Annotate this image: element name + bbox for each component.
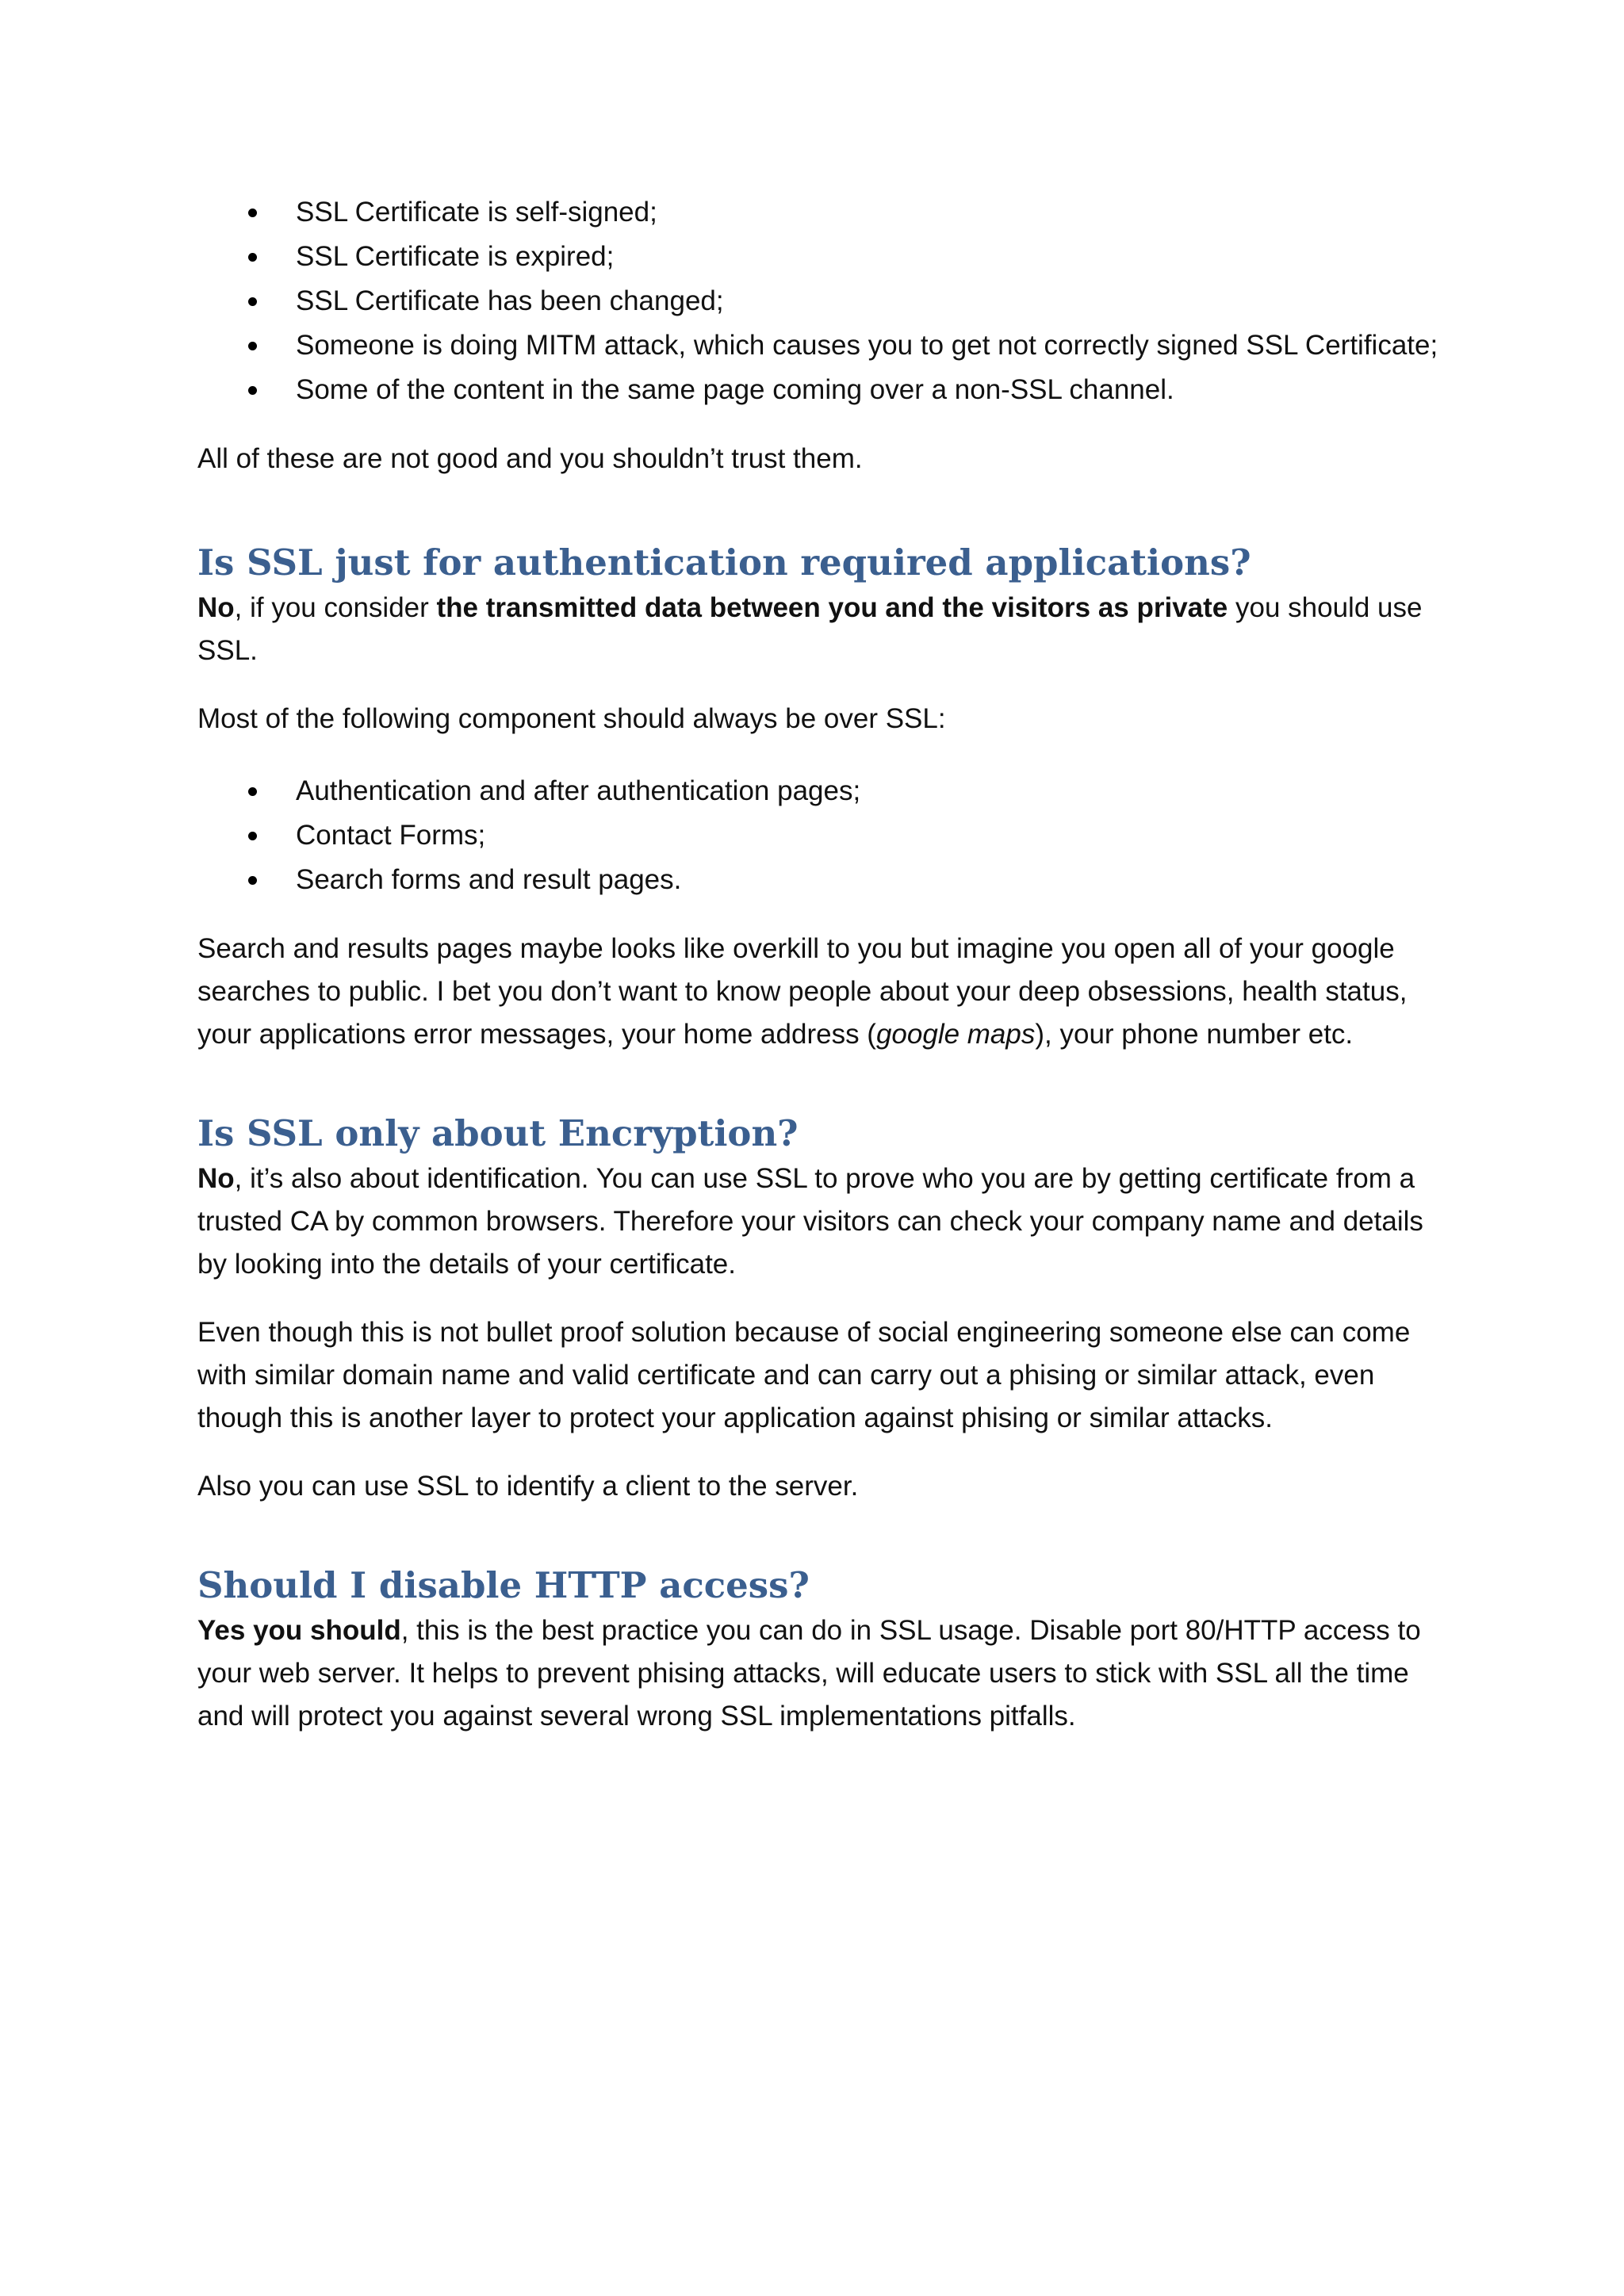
list-item: SSL Certificate is self-signed;	[197, 190, 1450, 235]
list-item: SSL Certificate is expired;	[197, 235, 1450, 279]
italic-phrase: google maps	[875, 1019, 1036, 1050]
list-item: Someone is doing MITM attack, which causes you to get not correctly signed SSL Certificate;	[197, 323, 1450, 368]
bullet-icon	[248, 297, 257, 306]
trust-paragraph: All of these are not good and you shouldn’t trust them.	[197, 443, 863, 474]
auth-paragraph: No, if you consider the transmitted data between you and the visitors as private you should use SSL.	[197, 592, 1423, 666]
bullet-icon	[248, 209, 257, 217]
ssl-warning-list	[197, 190, 1450, 412]
list-item: Some of the content in the same page coming over a non-SSL channel.	[197, 368, 1450, 412]
search-paragraph: Search and results pages maybe looks like overkill to you but imagine you open all of your google searches to public. I bet you don’t want to know people about your deep obsessions, health status, your applications error messages, your home address (google maps), your phone number etc.	[197, 933, 1408, 1050]
list-item: Contact Forms;	[197, 813, 1450, 858]
bold-answer: No	[197, 592, 235, 623]
bold-answer: Yes you should	[197, 1615, 401, 1646]
list-item: Search forms and result pages.	[197, 858, 1450, 902]
bullet-icon	[248, 832, 257, 840]
client-identify-paragraph: Also you can use SSL to identify a client to the server.	[197, 1471, 859, 1502]
ssl-components-list	[197, 769, 1450, 902]
bullet-icon	[248, 386, 257, 395]
bullet-icon	[248, 876, 257, 885]
heading-authentication: Is SSL just for authentication required applications?	[197, 541, 1251, 584]
list-item: Authentication and after authentication pages;	[197, 769, 1450, 813]
bullet-icon	[248, 787, 257, 796]
bullet-icon	[248, 342, 257, 350]
components-intro: Most of the following component should always be over SSL:	[197, 703, 946, 734]
list-item: SSL Certificate has been changed;	[197, 279, 1450, 323]
social-engineering-paragraph: Even though this is not bullet proof solution because of social engineering someone else can come with similar domain name and valid certificate and can carry out a phising or similar attack, even though this is another layer to protect your application against phising or similar attacks.	[197, 1317, 1411, 1433]
heading-http: Should I disable HTTP access?	[197, 1564, 810, 1606]
http-paragraph: Yes you should, this is the best practice you can do in SSL usage. Disable port 80/HTTP access to your web server. It helps to prevent phising attacks, will educate users to stick with SSL all the time and will protect you against several wrong SSL implementations pitfalls.	[197, 1615, 1421, 1732]
bold-answer: No	[197, 1163, 235, 1194]
encryption-paragraph: No, it’s also about identification. You can use SSL to prove who you are by getting certificate from a trusted CA by common browsers. Therefore your visitors can check your company name and details by looking into the details of your certificate.	[197, 1163, 1423, 1280]
bold-phrase: the transmitted data between you and the visitors as private	[436, 592, 1228, 623]
bullet-icon	[248, 253, 257, 262]
heading-encryption: Is SSL only about Encryption?	[197, 1112, 799, 1154]
document-page	[197, 190, 1450, 1738]
